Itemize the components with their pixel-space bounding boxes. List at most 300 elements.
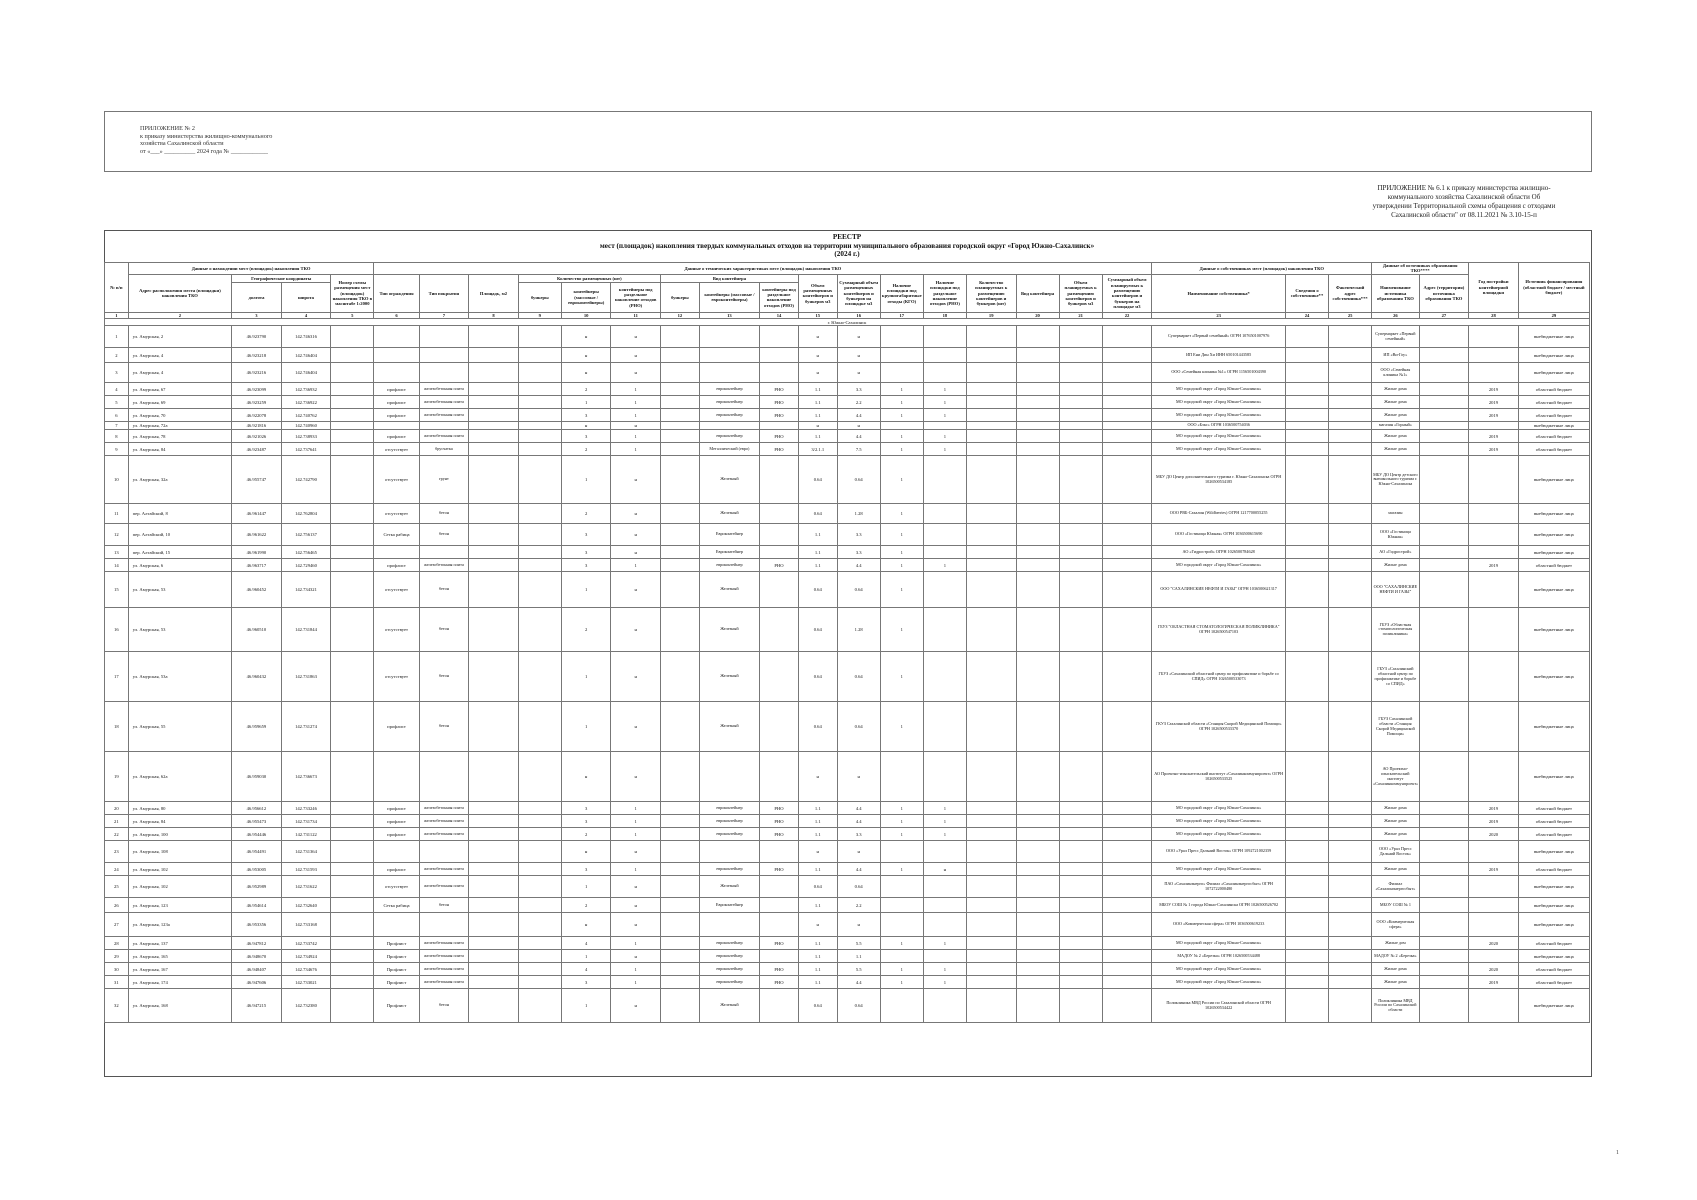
row-plan-type <box>1016 898 1059 913</box>
header-type-bunkers: бункеры <box>660 282 699 312</box>
row-financing: областной бюджет <box>1518 443 1589 456</box>
header-count-containers: контейнеры (массовые / евроконтейнеры) <box>561 282 611 312</box>
row-number: 15 <box>105 572 129 608</box>
row-owner-info <box>1285 524 1328 546</box>
row-type-rno <box>760 950 799 963</box>
row-count-containers: 1 <box>561 876 611 898</box>
row-financing: внебюджетные лица <box>1518 363 1589 383</box>
row-number: 7 <box>105 422 129 430</box>
row-type-bunkers <box>660 383 699 396</box>
row-area <box>469 876 519 898</box>
section-label: г. Южно-Сахалинск <box>105 319 1590 326</box>
row-scheme <box>331 572 374 608</box>
row-rno-place: 1 <box>923 937 966 950</box>
row-fence: отсутствует <box>374 456 419 504</box>
row-total-volume: 0.64 <box>837 876 880 898</box>
row-year: 2019 <box>1469 409 1519 422</box>
row-scheme <box>331 456 374 504</box>
row-count-bunkers <box>518 841 561 863</box>
row-plan-type <box>1016 559 1059 572</box>
row-financing: внебюджетные лица <box>1518 652 1589 702</box>
row-volume: 3/2.1.1 <box>798 443 837 456</box>
row-owner-info <box>1285 976 1328 989</box>
row-type-bunkers <box>660 937 699 950</box>
row-plan-total <box>1102 876 1152 898</box>
row-rno-place: 1 <box>923 976 966 989</box>
row-count-bunkers <box>518 976 561 989</box>
row-plan-count <box>966 652 1016 702</box>
row-source-address <box>1419 963 1469 976</box>
row-fence: отсутствует <box>374 608 419 652</box>
row-count-containers: 3 <box>561 976 611 989</box>
row-type-rno: РНО <box>760 383 799 396</box>
row-owner-info <box>1285 937 1328 950</box>
row-kgo: 1 <box>880 976 923 989</box>
row-fence: отсутствует <box>374 652 419 702</box>
column-number: 4 <box>281 312 331 318</box>
row-source-name: Супермаркет «Первый семейный» <box>1372 326 1419 348</box>
row-volume: 1.1 <box>798 383 837 396</box>
row-plan-total <box>1102 456 1152 504</box>
row-owner-address <box>1329 702 1372 752</box>
row-owner: МО городской округ «Город Южно-Сахалинск» <box>1152 937 1286 950</box>
appendix-2-line: ПРИЛОЖЕНИЕ № 2 <box>140 125 196 132</box>
row-count-bunkers <box>518 572 561 608</box>
column-number: 17 <box>880 312 923 318</box>
row-source-address <box>1419 841 1469 863</box>
row-scheme <box>331 815 374 828</box>
row-plan-total <box>1102 913 1152 937</box>
row-source-address <box>1419 456 1469 504</box>
row-financing: областной бюджет <box>1518 409 1589 422</box>
row-plan-type <box>1016 702 1059 752</box>
row-owner: АО Проектно-изыскательский институт «Сахалинкоммунпроект» ОГРН 1026500533525 <box>1152 752 1286 802</box>
row-number: 17 <box>105 652 129 702</box>
row-count-bunkers <box>518 802 561 815</box>
row-owner-address <box>1329 937 1372 950</box>
row-count-rno: н <box>611 898 661 913</box>
table-row <box>105 409 1590 422</box>
row-owner-address <box>1329 363 1372 383</box>
header-plan-type: Вид контейнера <box>1016 274 1059 312</box>
row-count-bunkers <box>518 989 561 1023</box>
row-area <box>469 950 519 963</box>
row-type-rno <box>760 456 799 504</box>
row-address: ул. Амурская, 55 <box>128 702 231 752</box>
row-kgo: 1 <box>880 815 923 828</box>
row-cover: железобетонная плита <box>419 976 469 989</box>
row-volume: 0.64 <box>798 456 837 504</box>
row-financing: внебюджетные лица <box>1518 913 1589 937</box>
table-row <box>105 559 1590 572</box>
row-owner: ГБУЗ "ОБЛАСТНАЯ СТОМАТОЛОГИЧЕСКАЯ ПОЛИКЛИНИКА" ОГРН 1026500547103 <box>1152 608 1286 652</box>
row-owner-address <box>1329 430 1372 443</box>
table-row <box>105 913 1590 937</box>
row-owner-address <box>1329 989 1372 1023</box>
row-rno-place: 1 <box>923 802 966 815</box>
row-fence: Профлист <box>374 950 419 963</box>
title-line-1: РЕЕСТР <box>832 233 862 241</box>
column-number: 15 <box>798 312 837 318</box>
row-owner-info <box>1285 559 1328 572</box>
row-plan-type <box>1016 348 1059 363</box>
row-longitude: 142.746404 <box>281 348 331 363</box>
row-volume: 0.64 <box>798 989 837 1023</box>
row-total-volume: н <box>837 363 880 383</box>
row-source-name: АО Проектно-изыскательский институт «Сахалинкоммунпроект» <box>1372 752 1419 802</box>
row-plan-volume <box>1059 524 1102 546</box>
row-source-address <box>1419 409 1469 422</box>
header-cover: Тип покрытия <box>419 274 469 312</box>
row-latitude: 46.948670 <box>232 950 282 963</box>
row-plan-volume <box>1059 976 1102 989</box>
row-longitude: 142.731122 <box>281 828 331 841</box>
row-cover <box>419 326 469 348</box>
row-year <box>1469 524 1519 546</box>
row-latitude: 46.921026 <box>232 430 282 443</box>
row-year: 2020 <box>1469 828 1519 841</box>
row-rno-place <box>923 950 966 963</box>
row-owner: МАДОУ № 2 «Березка» ОГРН 1026500534488 <box>1152 950 1286 963</box>
row-year <box>1469 876 1519 898</box>
row-cover: железобетонная плита <box>419 828 469 841</box>
row-longitude: 142.736673 <box>281 752 331 802</box>
row-plan-total <box>1102 863 1152 876</box>
row-year <box>1469 504 1519 524</box>
column-number: 16 <box>837 312 880 318</box>
row-longitude: 142.731274 <box>281 702 331 752</box>
row-type-containers: Железный <box>699 876 759 898</box>
row-type-containers: Металлический (евро) <box>699 443 759 456</box>
row-total-volume: 3.3 <box>837 546 880 559</box>
table-row <box>105 950 1590 963</box>
row-source-name: Жилые дома <box>1372 430 1419 443</box>
row-financing: внебюджетные лица <box>1518 422 1589 430</box>
row-plan-count <box>966 348 1016 363</box>
header-owner-address: Фактический адрес собственника*** <box>1329 274 1372 312</box>
row-plan-type <box>1016 504 1059 524</box>
column-number: 23 <box>1152 312 1286 318</box>
row-type-bunkers <box>660 456 699 504</box>
row-kgo: 1 <box>880 504 923 524</box>
row-type-bunkers <box>660 396 699 409</box>
row-address: ул. Амурская, 137 <box>128 937 231 950</box>
row-year: 2019 <box>1469 815 1519 828</box>
row-latitude: 46.953356 <box>232 913 282 937</box>
row-kgo <box>880 876 923 898</box>
row-address: ул. Амурская, 53 <box>128 572 231 608</box>
row-type-containers <box>699 752 759 802</box>
row-latitude: 46.954446 <box>232 828 282 841</box>
row-owner-address <box>1329 396 1372 409</box>
row-scheme <box>331 963 374 976</box>
row-plan-total <box>1102 652 1152 702</box>
row-fence: профлист <box>374 815 419 828</box>
row-owner-address <box>1329 876 1372 898</box>
row-number: 13 <box>105 546 129 559</box>
row-cover: железобетонная плита <box>419 876 469 898</box>
row-count-containers: 2 <box>561 828 611 841</box>
row-total-volume: 1.1 <box>837 950 880 963</box>
row-year: 2020 <box>1469 963 1519 976</box>
column-number: 10 <box>561 312 611 318</box>
row-type-rno: РНО <box>760 443 799 456</box>
row-source-address <box>1419 802 1469 815</box>
header-lon: широта <box>281 282 331 312</box>
row-latitude: 46.955747 <box>232 456 282 504</box>
row-latitude: 46.959659 <box>232 702 282 752</box>
row-financing: внебюджетные лица <box>1518 702 1589 752</box>
row-volume: 1.1 <box>798 937 837 950</box>
row-address: пер. Алтайский, 8 <box>128 504 231 524</box>
row-plan-total <box>1102 326 1152 348</box>
row-owner-address <box>1329 863 1372 876</box>
row-scheme <box>331 828 374 841</box>
row-plan-total <box>1102 976 1152 989</box>
row-fence <box>374 422 419 430</box>
row-plan-count <box>966 950 1016 963</box>
row-plan-volume <box>1059 559 1102 572</box>
row-volume: 1.1 <box>798 546 837 559</box>
row-count-rno: н <box>611 524 661 546</box>
row-cover: железобетонная плита <box>419 963 469 976</box>
row-year <box>1469 841 1519 863</box>
row-plan-count <box>966 976 1016 989</box>
row-owner: МО городской округ «Город Южно-Сахалинск» <box>1152 443 1286 456</box>
row-plan-volume <box>1059 396 1102 409</box>
row-longitude: 142.731593 <box>281 863 331 876</box>
row-address: ул. Амурская, 53 <box>128 608 231 652</box>
table-row <box>105 504 1590 524</box>
row-type-bunkers <box>660 950 699 963</box>
row-plan-volume <box>1059 430 1102 443</box>
row-count-bunkers <box>518 898 561 913</box>
row-count-rno: н <box>611 702 661 752</box>
row-cover: бетон <box>419 524 469 546</box>
row-number: 5 <box>105 396 129 409</box>
row-type-rno: РНО <box>760 396 799 409</box>
row-plan-count <box>966 363 1016 383</box>
row-owner-address <box>1329 422 1372 430</box>
row-area <box>469 546 519 559</box>
row-scheme <box>331 863 374 876</box>
row-type-rno <box>760 702 799 752</box>
row-scheme <box>331 524 374 546</box>
appendix-6-1-line: ПРИЛОЖЕНИЕ № 6.1 к приказу министерства жилищно- <box>1377 184 1551 192</box>
row-total-volume: 0.64 <box>837 572 880 608</box>
row-type-containers <box>699 348 759 363</box>
row-owner-address <box>1329 456 1372 504</box>
row-financing: внебюджетные лица <box>1518 572 1589 608</box>
row-total-volume: 0.64 <box>837 989 880 1023</box>
row-source-address <box>1419 363 1469 383</box>
row-type-bunkers <box>660 898 699 913</box>
row-financing: внебюджетные лица <box>1518 524 1589 546</box>
row-financing: областной бюджет <box>1518 396 1589 409</box>
row-address: ул. Амурская, 108 <box>128 841 231 863</box>
row-rno-place <box>923 989 966 1023</box>
row-cover <box>419 841 469 863</box>
row-area <box>469 524 519 546</box>
row-scheme <box>331 546 374 559</box>
title-line-2: мест (площадок) накопления твердых коммунальных отходов на территории муниципального образования городской округ «Город Южно-Сахалинск» <box>599 241 1095 250</box>
row-plan-volume <box>1059 409 1102 422</box>
row-owner-info <box>1285 876 1328 898</box>
row-count-bunkers <box>518 828 561 841</box>
row-number: 29 <box>105 950 129 963</box>
row-plan-count <box>966 504 1016 524</box>
row-type-containers: евроконтейнер <box>699 828 759 841</box>
row-type-rno: РНО <box>760 559 799 572</box>
row-owner: ИП Ени Дин Хи ИНН 650101443585 <box>1152 348 1286 363</box>
row-type-containers <box>699 422 759 430</box>
row-financing: внебюджетные лица <box>1518 546 1589 559</box>
row-volume: 1.1 <box>798 802 837 815</box>
row-owner-info <box>1285 702 1328 752</box>
row-cover: железобетонная плита <box>419 383 469 396</box>
row-type-containers: евроконтейнер <box>699 815 759 828</box>
row-volume: н <box>798 841 837 863</box>
row-owner: МО городской округ «Город Южно-Сахалинск» <box>1152 802 1286 815</box>
header-kgo: Наличие площадки под крупногабаритные отходы (КГО) <box>880 274 923 312</box>
row-fence: отсутствует <box>374 876 419 898</box>
row-count-rno: н <box>611 348 661 363</box>
row-owner-address <box>1329 976 1372 989</box>
row-owner: ГКУЗ Сахалинской области «Станция Скорой Медицинской Помощи» ОГРН 1026500533370 <box>1152 702 1286 752</box>
row-cover: железобетонная плита <box>419 430 469 443</box>
row-source-name: Жилые дома <box>1372 383 1419 396</box>
row-volume: 1.1 <box>798 815 837 828</box>
row-number: 10 <box>105 456 129 504</box>
row-source-address <box>1419 876 1469 898</box>
row-count-containers: н <box>561 422 611 430</box>
table-row <box>105 937 1590 950</box>
row-type-bunkers <box>660 815 699 828</box>
row-longitude: 142.742790 <box>281 456 331 504</box>
row-count-containers: 1 <box>561 652 611 702</box>
row-type-bunkers <box>660 828 699 841</box>
row-plan-volume <box>1059 443 1102 456</box>
row-area <box>469 913 519 937</box>
row-year: 2019 <box>1469 443 1519 456</box>
row-kgo <box>880 363 923 383</box>
row-volume: 1.1 <box>798 976 837 989</box>
row-total-volume: 4.4 <box>837 815 880 828</box>
row-plan-total <box>1102 898 1152 913</box>
row-fence: отсутствует <box>374 443 419 456</box>
row-owner: МО городской округ «Город Южно-Сахалинск» <box>1152 815 1286 828</box>
row-area <box>469 841 519 863</box>
row-source-address <box>1419 430 1469 443</box>
row-plan-count <box>966 608 1016 652</box>
row-rno-place: 1 <box>923 815 966 828</box>
row-area <box>469 348 519 363</box>
row-cover: бетон <box>419 504 469 524</box>
row-latitude: 46.947215 <box>232 989 282 1023</box>
row-longitude: 142.734924 <box>281 950 331 963</box>
header-lat: долгота <box>232 282 282 312</box>
row-area <box>469 443 519 456</box>
row-kgo: 1 <box>880 456 923 504</box>
row-total-volume: н <box>837 422 880 430</box>
row-plan-count <box>966 828 1016 841</box>
row-cover <box>419 546 469 559</box>
row-source-name: Жилые дома <box>1372 396 1419 409</box>
row-area <box>469 815 519 828</box>
row-type-rno: РНО <box>760 937 799 950</box>
row-plan-volume <box>1059 963 1102 976</box>
row-plan-type <box>1016 950 1059 963</box>
row-latitude: 46.961447 <box>232 504 282 524</box>
title-line-3: (2024 г.) <box>834 250 860 259</box>
row-address: ул. Амурская, 80 <box>128 802 231 815</box>
row-rno-place: 1 <box>923 383 966 396</box>
row-address: ул. Амурская, 123 <box>128 898 231 913</box>
header-total-volume: Суммарный объем размещенных контейнеров и бункеров на площадке м3 <box>837 274 880 312</box>
row-type-containers <box>699 913 759 937</box>
row-rno-place <box>923 363 966 383</box>
header-source-address: Адрес (территория) источника образования ТКО <box>1419 274 1469 312</box>
header-scheme: Номер схемы размещения мест (площадок) накопления ТКО в масштабе 1:2000 <box>331 274 374 312</box>
row-plan-total <box>1102 396 1152 409</box>
row-count-bunkers <box>518 876 561 898</box>
row-address: ул. Амурская, 102 <box>128 863 231 876</box>
row-plan-total <box>1102 815 1152 828</box>
row-plan-total <box>1102 559 1152 572</box>
row-plan-type <box>1016 430 1059 443</box>
row-longitude: 142.756465 <box>281 546 331 559</box>
row-number: 4 <box>105 383 129 396</box>
row-address: ул. Амурская, 165 <box>128 950 231 963</box>
row-owner: МО городской округ «Город Южно-Сахалинск» <box>1152 409 1286 422</box>
row-number: 24 <box>105 863 129 876</box>
row-type-bunkers <box>660 608 699 652</box>
row-cover: грунт <box>419 456 469 504</box>
row-type-containers: евроконтейнер <box>699 937 759 950</box>
row-area <box>469 989 519 1023</box>
row-source-address <box>1419 443 1469 456</box>
row-count-bunkers <box>518 443 561 456</box>
row-owner: ООО «Семейная клиника №1» ОГРН 1156501004390 <box>1152 363 1286 383</box>
group-location: Данные о нахождении мест (площадок) накопления ТКО <box>128 263 374 275</box>
row-plan-type <box>1016 524 1059 546</box>
row-total-volume: 4.4 <box>837 559 880 572</box>
row-count-bunkers <box>518 913 561 937</box>
row-type-containers: Железный <box>699 456 759 504</box>
row-cover: бетон <box>419 652 469 702</box>
row-latitude: 46.954491 <box>232 841 282 863</box>
row-owner: ГБУЗ «Сахалинский областной центр по профилактике и борьбе со СПИД» ОГРН 1026500533073 <box>1152 652 1286 702</box>
row-financing: областной бюджет <box>1518 963 1589 976</box>
row-type-rno <box>760 422 799 430</box>
row-count-containers: 3 <box>561 863 611 876</box>
row-fence: Сетка рабица <box>374 524 419 546</box>
row-number: 14 <box>105 559 129 572</box>
row-total-volume: н <box>837 326 880 348</box>
row-scheme <box>331 898 374 913</box>
header-volume: Объем размещенных контейнеров и бункеров м3 <box>798 274 837 312</box>
row-number: 26 <box>105 898 129 913</box>
row-number: 20 <box>105 802 129 815</box>
column-number: 7 <box>419 312 469 318</box>
row-plan-count <box>966 559 1016 572</box>
row-scheme <box>331 326 374 348</box>
row-owner-address <box>1329 815 1372 828</box>
row-owner-address <box>1329 524 1372 546</box>
row-plan-type <box>1016 937 1059 950</box>
row-count-containers: н <box>561 752 611 802</box>
row-cover <box>419 348 469 363</box>
